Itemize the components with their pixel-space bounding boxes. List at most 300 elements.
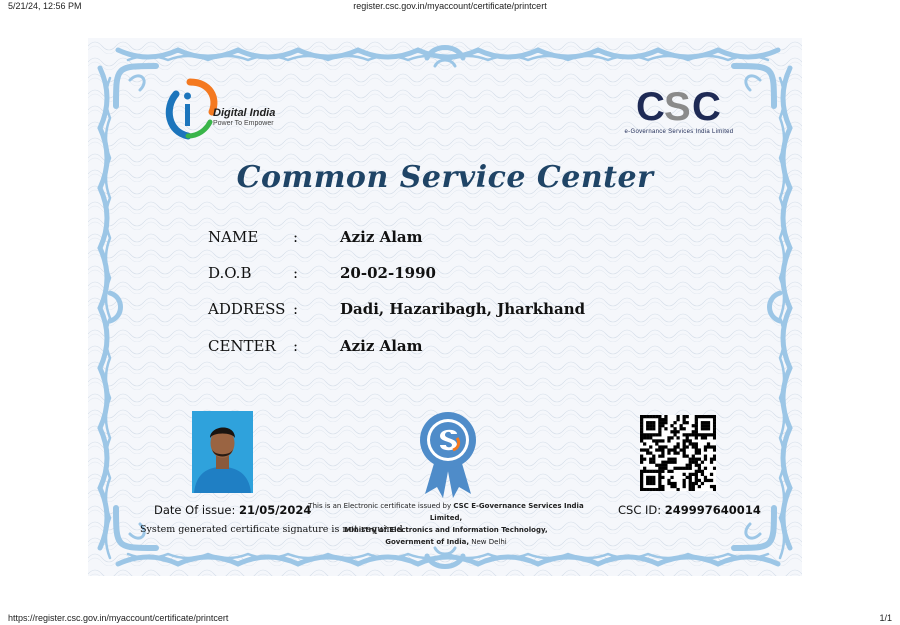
qr-module	[649, 421, 652, 424]
qr-module	[683, 482, 686, 485]
qr-module	[686, 439, 689, 442]
qr-module	[704, 476, 707, 479]
qr-module	[658, 455, 661, 458]
qr-module	[649, 482, 652, 485]
qr-module	[661, 455, 664, 458]
qr-module	[640, 479, 643, 482]
qr-module	[689, 439, 692, 442]
qr-module	[646, 488, 649, 491]
qr-module	[661, 424, 664, 427]
qr-module	[698, 467, 701, 470]
qr-module	[643, 415, 646, 418]
qr-module	[692, 488, 695, 491]
print-url: https://register.csc.gov.in/myaccount/certificate/printcert	[8, 613, 229, 623]
qr-module	[649, 436, 652, 439]
qr-module	[649, 445, 652, 448]
qr-module	[670, 424, 673, 427]
qr-module	[686, 464, 689, 467]
qr-module	[689, 488, 692, 491]
qr-module	[640, 470, 643, 473]
qr-module	[658, 427, 661, 430]
qr-module	[652, 458, 655, 461]
qr-module	[695, 476, 698, 479]
qr-module	[692, 473, 695, 476]
qr-module	[658, 464, 661, 467]
qr-module	[686, 433, 689, 436]
qr-module	[664, 421, 667, 424]
qr-module	[655, 415, 658, 418]
qr-module	[646, 476, 649, 479]
qr-module	[640, 418, 643, 421]
qr-module	[658, 476, 661, 479]
qr-module	[676, 418, 679, 421]
qr-module	[695, 430, 698, 433]
qr-module	[707, 442, 710, 445]
qr-module	[695, 479, 698, 482]
qr-module	[683, 485, 686, 488]
qr-module	[673, 433, 676, 436]
qr-module	[686, 445, 689, 448]
qr-module	[658, 415, 661, 418]
qr-module	[701, 424, 704, 427]
qr-module	[649, 470, 652, 473]
issue-date	[154, 503, 311, 517]
qr-module	[698, 415, 701, 418]
qr-module	[652, 461, 655, 464]
dob-field	[208, 264, 688, 286]
qr-module	[713, 427, 716, 430]
qr-module	[640, 476, 643, 479]
applicant-photo	[192, 411, 253, 493]
qr-module	[649, 461, 652, 464]
qr-module	[683, 439, 686, 442]
field-value: Aziz Alam	[340, 228, 423, 246]
csc-logo-letter: C	[692, 85, 721, 129]
qr-module	[664, 427, 667, 430]
qr-module	[661, 476, 664, 479]
qr-module	[673, 485, 676, 488]
qr-module	[695, 424, 698, 427]
qr-module	[652, 415, 655, 418]
qr-module	[704, 467, 707, 470]
name-field	[208, 228, 688, 250]
digital-india-tagline: Power To Empower	[213, 120, 274, 127]
qr-module	[689, 467, 692, 470]
qr-module	[698, 464, 701, 467]
qr-module	[701, 461, 704, 464]
qr-module	[652, 427, 655, 430]
qr-module	[695, 464, 698, 467]
qr-module	[704, 436, 707, 439]
qr-module	[670, 448, 673, 451]
qr-module	[652, 433, 655, 436]
qr-module	[673, 482, 676, 485]
qr-module	[676, 442, 679, 445]
qr-module	[661, 418, 664, 421]
qr-module	[667, 479, 670, 482]
award-ribbon-icon	[413, 410, 483, 498]
qr-module	[667, 458, 670, 461]
qr-module	[695, 461, 698, 464]
qr-module	[652, 488, 655, 491]
qr-module	[640, 430, 643, 433]
qr-module	[667, 436, 670, 439]
qr-module	[676, 415, 679, 418]
field-colon: :	[293, 300, 299, 318]
qr-module	[695, 436, 698, 439]
qr-module	[646, 451, 649, 454]
qr-module	[698, 479, 701, 482]
qr-module	[646, 482, 649, 485]
field-colon: :	[293, 264, 299, 282]
qr-module	[667, 461, 670, 464]
qr-module	[670, 482, 673, 485]
qr-module	[655, 442, 658, 445]
center-field	[208, 337, 688, 359]
qr-module	[692, 442, 695, 445]
qr-module	[713, 458, 716, 461]
qr-module	[698, 470, 701, 473]
qr-module	[704, 427, 707, 430]
qr-module	[686, 476, 689, 479]
qr-module	[658, 421, 661, 424]
qr-module	[710, 415, 713, 418]
field-value: 20-02-1990	[340, 264, 436, 282]
qr-module	[652, 439, 655, 442]
qr-module	[658, 482, 661, 485]
qr-module	[704, 479, 707, 482]
issuer-note	[294, 500, 598, 548]
issuer-note-prefix: This is an Electronic certificate issued by	[308, 502, 452, 510]
qr-module	[640, 448, 643, 451]
qr-module	[649, 458, 652, 461]
qr-module	[683, 445, 686, 448]
qr-module	[655, 470, 658, 473]
qr-module	[689, 485, 692, 488]
qr-module	[649, 476, 652, 479]
qr-module	[652, 424, 655, 427]
qr-module	[689, 482, 692, 485]
qr-module	[661, 488, 664, 491]
qr-module	[658, 448, 661, 451]
qr-module	[655, 488, 658, 491]
qr-module	[707, 421, 710, 424]
qr-module	[683, 415, 686, 418]
qr-module	[701, 470, 704, 473]
print-page-number: 1/1	[879, 613, 892, 623]
qr-module	[710, 458, 713, 461]
qr-module	[698, 458, 701, 461]
qr-module	[664, 445, 667, 448]
field-label: ADDRESS	[208, 300, 286, 318]
qr-module	[640, 415, 643, 418]
qr-module	[658, 439, 661, 442]
qr-module	[640, 427, 643, 430]
qr-module	[670, 436, 673, 439]
qr-module	[686, 421, 689, 424]
qr-module	[683, 448, 686, 451]
qr-module	[683, 421, 686, 424]
qr-module	[701, 427, 704, 430]
qr-code	[640, 415, 716, 491]
qr-module	[661, 461, 664, 464]
qr-module	[701, 482, 704, 485]
qr-module	[646, 436, 649, 439]
qr-module	[689, 479, 692, 482]
qr-module	[713, 424, 716, 427]
qr-module	[658, 445, 661, 448]
qr-module	[667, 439, 670, 442]
qr-module	[710, 473, 713, 476]
qr-module	[643, 458, 646, 461]
qr-module	[649, 479, 652, 482]
qr-module	[710, 485, 713, 488]
qr-module	[710, 461, 713, 464]
qr-module	[692, 445, 695, 448]
qr-module	[683, 442, 686, 445]
digital-india-name: Digital India	[213, 107, 276, 119]
signature-note: System generated certificate signature is not required	[140, 524, 403, 535]
csc-logo-letter: C	[636, 85, 665, 129]
qr-module	[710, 445, 713, 448]
qr-module	[689, 461, 692, 464]
qr-module	[673, 445, 676, 448]
qr-module	[683, 418, 686, 421]
qr-module	[658, 488, 661, 491]
field-label: CENTER	[208, 337, 276, 355]
qr-module	[664, 418, 667, 421]
qr-module	[646, 421, 649, 424]
qr-module	[695, 473, 698, 476]
qr-module	[673, 430, 676, 433]
qr-module	[704, 458, 707, 461]
qr-module	[704, 448, 707, 451]
qr-module	[673, 427, 676, 430]
qr-module	[713, 430, 716, 433]
qr-module	[661, 451, 664, 454]
qr-module	[658, 467, 661, 470]
qr-module	[664, 461, 667, 464]
qr-module	[664, 464, 667, 467]
qr-module	[661, 445, 664, 448]
qr-module	[686, 467, 689, 470]
qr-module	[707, 479, 710, 482]
qr-module	[686, 415, 689, 418]
qr-module	[695, 458, 698, 461]
qr-module	[646, 427, 649, 430]
csc-id	[618, 503, 761, 517]
qr-module	[646, 448, 649, 451]
qr-module	[655, 433, 658, 436]
qr-module	[701, 415, 704, 418]
qr-module	[649, 415, 652, 418]
qr-module	[695, 448, 698, 451]
qr-module	[640, 433, 643, 436]
field-value: Dadi, Hazaribagh, Jharkhand	[340, 300, 586, 318]
qr-module	[692, 424, 695, 427]
qr-module	[704, 445, 707, 448]
qr-module	[704, 455, 707, 458]
qr-module	[658, 470, 661, 473]
qr-module	[704, 433, 707, 436]
qr-module	[652, 479, 655, 482]
qr-module	[661, 421, 664, 424]
qr-module	[698, 451, 701, 454]
qr-module	[661, 485, 664, 488]
qr-module	[698, 448, 701, 451]
person-photo-icon	[192, 411, 253, 493]
qr-module	[655, 464, 658, 467]
qr-module	[673, 467, 676, 470]
qr-module	[689, 458, 692, 461]
qr-module	[652, 455, 655, 458]
qr-module	[658, 430, 661, 433]
qr-module	[680, 467, 683, 470]
qr-module	[713, 488, 716, 491]
qr-module	[667, 451, 670, 454]
qr-module	[643, 433, 646, 436]
qr-module	[649, 488, 652, 491]
issue-date-value: 21/05/2024	[238, 503, 312, 517]
qr-module	[646, 433, 649, 436]
qr-module	[673, 458, 676, 461]
qr-module	[707, 433, 710, 436]
qr-module	[652, 421, 655, 424]
issuer-government: Government of India,	[385, 538, 469, 546]
qr-module	[649, 424, 652, 427]
qr-module	[692, 455, 695, 458]
qr-module	[692, 482, 695, 485]
qr-module	[695, 470, 698, 473]
qr-module	[680, 427, 683, 430]
qr-module	[704, 424, 707, 427]
qr-module	[689, 433, 692, 436]
qr-module	[661, 464, 664, 467]
qr-module	[713, 467, 716, 470]
qr-module	[667, 448, 670, 451]
qr-module	[658, 485, 661, 488]
qr-module	[673, 451, 676, 454]
qr-module	[667, 470, 670, 473]
address-field	[208, 300, 688, 322]
qr-module	[640, 439, 643, 442]
qr-module	[683, 455, 686, 458]
qr-module	[652, 482, 655, 485]
qr-module	[692, 433, 695, 436]
qr-module	[683, 427, 686, 430]
qr-module	[683, 479, 686, 482]
qr-module	[640, 488, 643, 491]
issuer-ministry: Ministry of Electronics and Information Technology,	[344, 526, 548, 534]
qr-module	[676, 488, 679, 491]
qr-module	[686, 455, 689, 458]
qr-module	[661, 439, 664, 442]
qr-module	[695, 451, 698, 454]
qr-module	[649, 451, 652, 454]
qr-module	[683, 433, 686, 436]
qr-module	[640, 421, 643, 424]
qr-module	[670, 461, 673, 464]
qr-module	[698, 433, 701, 436]
qr-module	[670, 476, 673, 479]
field-value: Aziz Alam	[340, 337, 423, 355]
print-page-title: register.csc.gov.in/myaccount/certificate/printcert	[353, 1, 547, 11]
qr-module	[710, 479, 713, 482]
browser-print-header	[8, 1, 892, 13]
qr-module	[652, 470, 655, 473]
qr-module	[695, 482, 698, 485]
qr-module	[683, 451, 686, 454]
qr-module	[707, 445, 710, 448]
csc-logo-subtitle: e-Governance Services India Limited	[624, 129, 734, 135]
qr-module	[640, 482, 643, 485]
qr-module	[646, 470, 649, 473]
qr-module	[670, 485, 673, 488]
qr-module	[680, 448, 683, 451]
qr-module	[676, 451, 679, 454]
field-colon: :	[293, 228, 299, 246]
qr-module	[695, 427, 698, 430]
issuer-city: New Delhi	[471, 538, 507, 546]
qr-module	[704, 421, 707, 424]
qr-module	[643, 488, 646, 491]
qr-module	[701, 436, 704, 439]
qr-module	[670, 430, 673, 433]
certificate-title: Common Service Center	[236, 160, 654, 195]
qr-module	[661, 448, 664, 451]
qr-module	[676, 445, 679, 448]
qr-module	[640, 436, 643, 439]
qr-module	[676, 467, 679, 470]
qr-module	[707, 424, 710, 427]
qr-module	[680, 424, 683, 427]
qr-module	[646, 479, 649, 482]
qr-module	[655, 448, 658, 451]
qr-module	[704, 415, 707, 418]
qr-module	[710, 433, 713, 436]
qr-module	[689, 442, 692, 445]
qr-module	[643, 448, 646, 451]
qr-module	[676, 430, 679, 433]
qr-module	[707, 427, 710, 430]
qr-module	[713, 418, 716, 421]
qr-module	[692, 461, 695, 464]
qr-module	[713, 436, 716, 439]
qr-module	[695, 421, 698, 424]
csc-logo-letter: S	[664, 85, 691, 129]
csc-id-label: CSC ID:	[618, 503, 662, 517]
qr-module	[713, 455, 716, 458]
qr-module	[661, 470, 664, 473]
csc-id-value: 249997640014	[664, 503, 761, 517]
qr-module	[640, 455, 643, 458]
qr-module	[658, 418, 661, 421]
qr-module	[670, 470, 673, 473]
qr-module	[692, 458, 695, 461]
qr-module	[692, 485, 695, 488]
qr-module	[695, 442, 698, 445]
qr-module	[643, 442, 646, 445]
qr-module	[695, 415, 698, 418]
qr-module	[686, 436, 689, 439]
qr-module	[707, 415, 710, 418]
qr-module	[640, 461, 643, 464]
qr-module	[658, 473, 661, 476]
qr-module	[655, 439, 658, 442]
field-label: D.O.B	[208, 264, 252, 282]
qr-module	[646, 424, 649, 427]
qr-module	[670, 458, 673, 461]
